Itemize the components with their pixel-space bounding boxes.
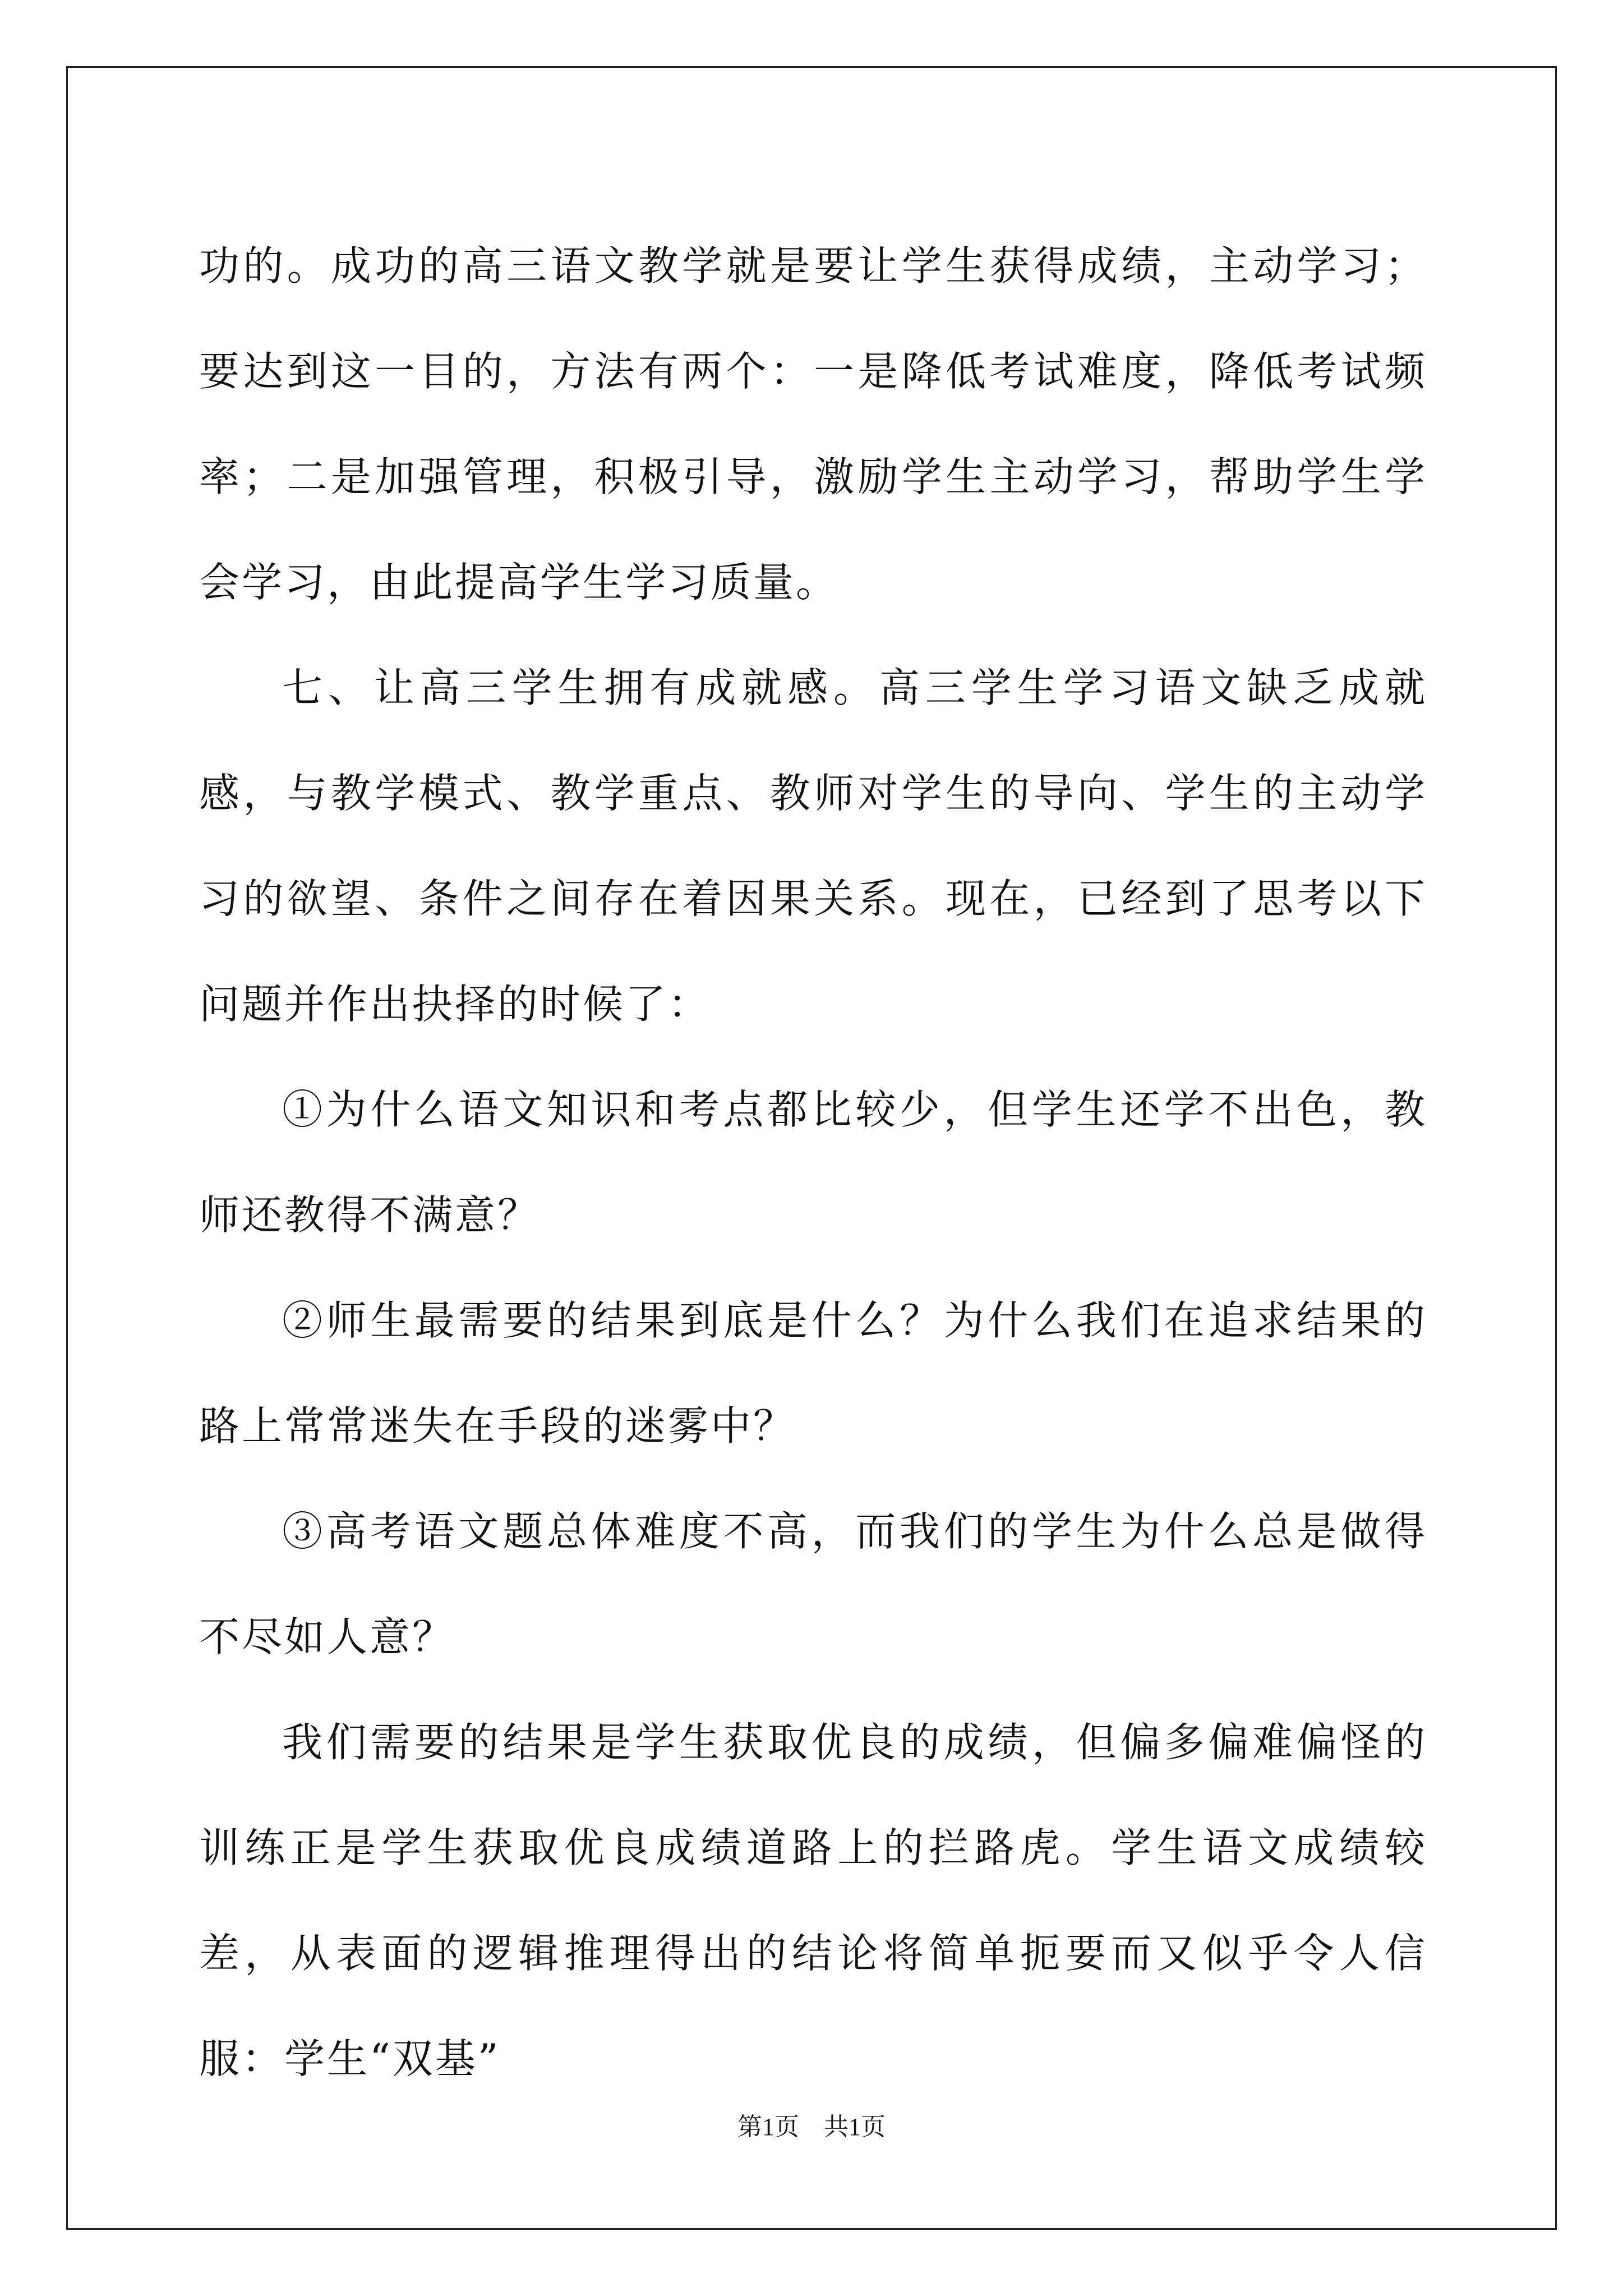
paragraph-6: 我们需要的结果是学生获取优良的成绩，但偏多偏难偏怪的训练正是学生获取优良成绩道路上的拦路虎。学生语文成绩较差，从表面的逻辑推理得出的结论将简单扼要而又似乎令人信服：学生“双基” — [199, 1719, 1427, 2082]
paragraph-1: 功的。成功的高三语文教学就是要让学生获得成绩，主动学习；要达到这一目的，方法有两个：一是降低考试难度，降低考试频率；二是加强管理，积极引导，激励学生主动学习，帮助学生学会学习，由此提高学生学习质量。 — [199, 242, 1427, 606]
paragraph-4: ②师生最需要的结果到底是什么？为什么我们在追求结果的路上常常迷失在手段的迷雾中？ — [199, 1297, 1427, 1450]
page-footer: 第1页 共1页 — [737, 2113, 886, 2141]
document-body — [199, 213, 1427, 2111]
paragraph-3: ①为什么语文知识和考点都比较少，但学生还学不出色，教师还教得不满意？ — [199, 1086, 1427, 1239]
paragraph-2: 七、让高三学生拥有成就感。高三学生学习语文缺乏成就感，与教学模式、教学重点、教师对学生的导向、学生的主动学习的欲望、条件之间存在着因果关系。现在，已经到了思考以下问题并作出抉择的时候了： — [199, 664, 1427, 1028]
paragraph-5: ③高考语文题总体难度不高，而我们的学生为什么总是做得不尽如人意？ — [199, 1508, 1427, 1660]
